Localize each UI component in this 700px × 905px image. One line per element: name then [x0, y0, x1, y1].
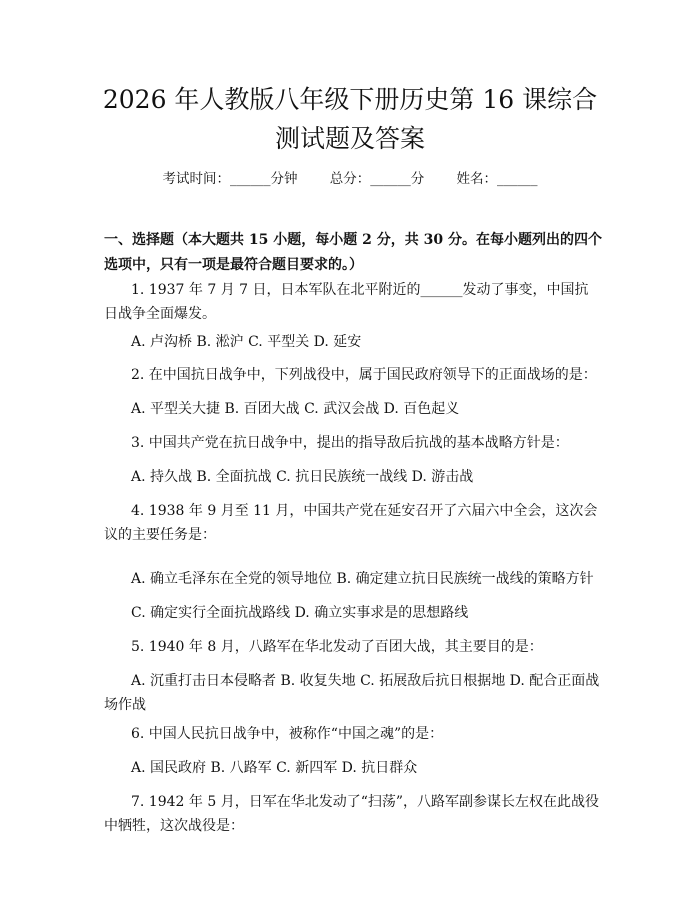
exam-time: 考试时间：______分钟 [162, 171, 298, 187]
question-7: 7. 1942 年 5 月，日军在华北发动了“扫荡”，八路军副参谋长左权在此战役中牺牲，这次战役是： [104, 794, 600, 834]
exam-meta [0, 167, 700, 187]
question-4-options-2: C. 确定实行全面抗战路线 D. 确立实事求是的思想路线 [131, 605, 469, 621]
question-5-options: A. 沉重打击日本侵略者 B. 收复失地 C. 拓展敌后抗日根据地 D. 配合正面战场作战 [104, 673, 600, 713]
question-5: 5. 1940 年 8 月，八路军在华北发动了百团大战，其主要目的是： [131, 639, 543, 655]
title-line-2: 测试题及答案 [274, 124, 425, 153]
question-3: 3. 中国共产党在抗日战争中，提出的指导敌后抗战的基本战略方针是： [131, 435, 569, 451]
question-4: 4. 1938 年 9 月至 11 月，中国共产党在延安召开了六届六中全会，这次会议的主要任务是： [104, 503, 598, 543]
question-1-options: A. 卢沟桥 B. 淞沪 C. 平型关 D. 延安 [131, 334, 362, 350]
question-6-options: A. 国民政府 B. 八路军 C. 新四军 D. 抗日群众 [131, 760, 418, 776]
document-title [0, 80, 700, 158]
question-6: 6. 中国人民抗日战争中，被称作“中国之魂”的是： [131, 726, 444, 742]
section-heading: 一、选择题（本大题共 15 小题，每小题 2 分，共 30 分。在每小题列出的四个选项中，只有一项是最符合题目要求的。） [104, 232, 602, 273]
question-2-options: A. 平型关大捷 B. 百团大战 C. 武汉会战 D. 百色起义 [131, 401, 460, 417]
question-3-options: A. 持久战 B. 全面抗战 C. 抗日民族统一战线 D. 游击战 [131, 469, 474, 485]
student-name: 姓名：______ [456, 171, 538, 187]
question-1: 1. 1937 年 7 月 7 日，日本军队在北平附近的______发动了事变，中国抗日战争全面爆发。 [104, 282, 589, 322]
exam-score: 总分：______分 [329, 171, 425, 187]
question-4-options: A. 确立毛泽东在全党的领导地位 B. 确定建立抗日民族统一战线的策略方针 [131, 571, 594, 587]
title-line-1: 2026 年人教版八年级下册历史第 16 课综合 [102, 85, 598, 114]
question-2: 2. 在中国抗日战争中，下列战役中，属于国民政府领导下的正面战场的是： [131, 367, 597, 383]
